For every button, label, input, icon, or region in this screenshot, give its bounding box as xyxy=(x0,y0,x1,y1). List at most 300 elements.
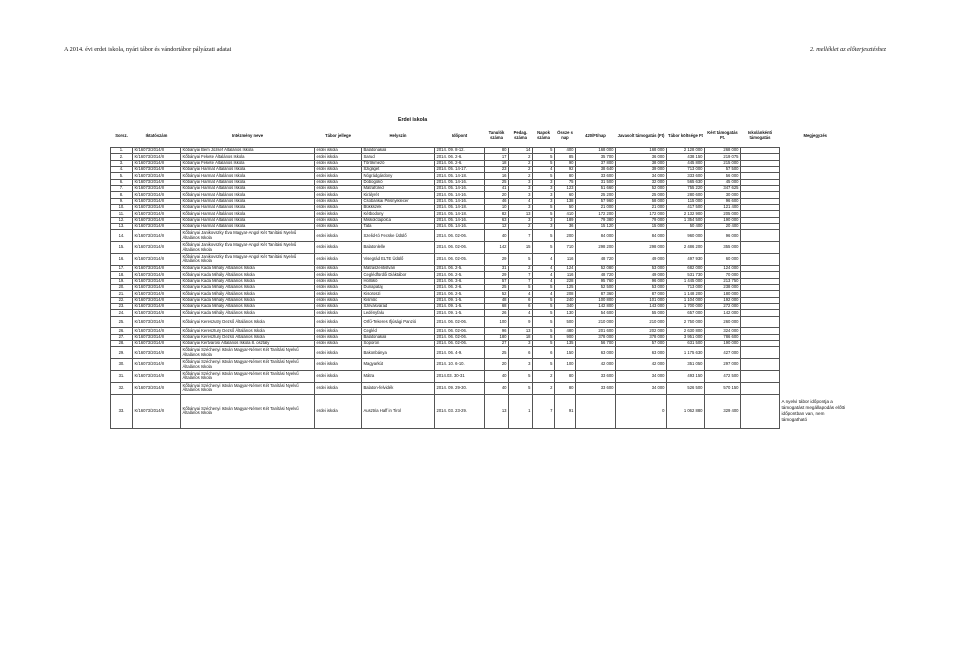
cell-intezmeny: Kőbányai Harmat Általános Iskola xyxy=(181,186,315,192)
cell-helyszin: Mátra xyxy=(362,371,435,383)
cell-ossze: 116 xyxy=(555,272,576,278)
cell-kert: 142 000 xyxy=(705,310,741,316)
cell-napok: 7 xyxy=(533,394,555,428)
col-napi: 420/Ft/nap xyxy=(585,132,606,138)
cell-javasolt: 298 000 xyxy=(616,242,667,254)
cell-iktato: K/16073/2014/II xyxy=(133,167,181,173)
cell-helyszin: Szigliget xyxy=(362,167,435,173)
cell-koltseg: 2 132 900 xyxy=(667,211,705,217)
cell-sorsz: 10. xyxy=(111,205,133,211)
cell-iktato: K/16073/2014/II xyxy=(133,394,181,428)
cell-intezmeny: Kőbányai Kada Mihály Általános Iskola xyxy=(181,272,315,278)
cell-iskolankenti xyxy=(741,316,780,328)
cell-helyszin: Cegléd xyxy=(362,328,435,334)
cell-tabor-jellege: erdei iskola xyxy=(315,173,362,179)
cell-napok: 3 xyxy=(533,217,555,223)
cell-sorsz: 31. xyxy=(111,371,133,383)
col-tanulok: Tanulók száma xyxy=(488,130,505,140)
cell-helyszin: Mátrafüred xyxy=(362,186,435,192)
cell-helyszin: Törökmező xyxy=(362,160,435,166)
cell-napok: 3 xyxy=(533,224,555,230)
cell-idopont: 2014. 06. 02-06. xyxy=(435,341,485,347)
cell-megjegyzes xyxy=(780,347,852,359)
cell-kert: 192 000 xyxy=(705,297,741,303)
cell-intezmeny: Kőbányai Kada Mihály Általános Iskola xyxy=(181,284,315,290)
cell-intezmeny: Kőbányai Kereszutry Dezső Általános Iskola xyxy=(181,316,315,328)
cell-napi: 95 760 xyxy=(576,278,616,284)
cell-kert: 124 000 xyxy=(705,265,741,271)
cell-sorsz: 22. xyxy=(111,297,133,303)
cell-helyszin: Visegrád ELTE Üdülő xyxy=(362,254,435,266)
cell-kert: 427 000 xyxy=(705,347,741,359)
cell-iktato: K/16073/2014/II xyxy=(133,211,181,217)
cell-kert: 297 000 xyxy=(705,359,741,371)
cell-helyszin: Balaton-felvidék xyxy=(362,382,435,394)
cell-napok: 5 xyxy=(533,173,555,179)
cell-iktato: K/16073/2014/II xyxy=(133,154,181,160)
cell-napi: 48 720 xyxy=(576,272,616,278)
cell-javasolt: 101 000 xyxy=(616,297,667,303)
cell-idopont: 2014. 09. 1-5. xyxy=(435,297,485,303)
cell-idopont: 2014. 06. 02-06. xyxy=(435,230,485,242)
cell-iktato: K/16073/2014/II xyxy=(133,359,181,371)
cell-ossze: 900 xyxy=(555,334,576,340)
cell-iktato: K/16073/2014/II xyxy=(133,328,181,334)
cell-tabor-jellege: erdei iskola xyxy=(315,148,362,154)
cell-tanulok: 40 xyxy=(485,371,509,383)
col-megjegyzes: Megjegyzés xyxy=(803,132,827,138)
cell-idopont: 2014. 05. 14-17. xyxy=(435,167,485,173)
page-header-right: 2. melléklet az előterjesztéshez xyxy=(810,46,886,53)
cell-ossze: 240 xyxy=(555,297,576,303)
cell-napi: 48 720 xyxy=(576,254,616,266)
cell-pedag: 7 xyxy=(509,278,533,284)
col-idopont: Időpont xyxy=(451,132,468,138)
cell-sorsz: 11. xyxy=(111,211,133,217)
cell-napok: 5 xyxy=(533,148,555,154)
cell-tanulok: 26 xyxy=(485,310,509,316)
cell-tanulok: 142 xyxy=(485,242,509,254)
cell-idopont: 2014. 06. 2-6. xyxy=(435,284,485,290)
cell-tabor-jellege: erdei iskola xyxy=(315,167,362,173)
cell-iktato: K/16073/2014/II xyxy=(133,224,181,230)
cell-sorsz: 24. xyxy=(111,310,133,316)
cell-idopont: 2014. 09. 1-5. xyxy=(435,310,485,316)
cell-pedag: 1 xyxy=(509,394,533,428)
cell-helyszin: Balatonakali xyxy=(362,334,435,340)
cell-javasolt: 96 000 xyxy=(616,278,667,284)
cell-helyszin: Kétbodony xyxy=(362,211,435,217)
cell-koltseg: 657 000 xyxy=(667,310,705,316)
cell-iktato: K/16073/2014/II xyxy=(133,230,181,242)
cell-tanulok: 29 xyxy=(485,254,509,266)
cell-iktato: K/16073/2014/II xyxy=(133,303,181,309)
cell-kert: 180 000 xyxy=(705,291,741,297)
cell-napok: 5 xyxy=(533,242,555,254)
cell-javasolt: 49 000 xyxy=(616,272,667,278)
cell-koltseg: 713 000 xyxy=(667,284,705,290)
cell-iktato: K/16073/2014/II xyxy=(133,265,181,271)
cell-ossze: 75 xyxy=(555,179,576,185)
table-body xyxy=(111,148,852,429)
cell-helyszin: Kisoroszi xyxy=(362,291,435,297)
cell-javasolt: 55 000 xyxy=(616,310,667,316)
cell-tabor-jellege: erdei iskola xyxy=(315,297,362,303)
cell-kert: 272 000 xyxy=(705,303,741,309)
cell-ossze: 228 xyxy=(555,278,576,284)
cell-javasolt: 53 000 xyxy=(616,265,667,271)
cell-napok: 5 xyxy=(533,359,555,371)
cell-napi: 87 360 xyxy=(576,291,616,297)
cell-javasolt: 58 000 xyxy=(616,198,667,204)
cell-intezmeny: Kőbányai Kada Mihály Általános Iskola xyxy=(181,278,315,284)
cell-koltseg: 1 445 000 xyxy=(667,278,705,284)
cell-intezmeny: Kőbányai Széchenyi István Magyar-Német Két Tanítási Nyelvű Általános Iskola xyxy=(181,347,315,359)
cell-intezmeny: Kőbányai Kada Mihály Általános Iskola xyxy=(181,303,315,309)
cell-napi: 42 000 xyxy=(576,359,616,371)
cell-napok: 5 xyxy=(533,284,555,290)
cell-ossze: 189 xyxy=(555,217,576,223)
cell-helyszin: Ceglédfürdői Diáktábor xyxy=(362,272,435,278)
cell-idopont: 2014. 06. 2-5. xyxy=(435,291,485,297)
col-kert: Kért támogatás Ft. xyxy=(707,130,738,140)
cell-tanulok: 96 xyxy=(485,328,509,334)
cell-koltseg: 713 000 xyxy=(667,167,705,173)
cell-sorsz: 33. xyxy=(111,394,133,428)
cell-helyszin: Szilvásvárad xyxy=(362,303,435,309)
cell-helyszin: Hollókő xyxy=(362,278,435,284)
cell-idopont: 2014. 06. 4-9. xyxy=(435,347,485,359)
cell-napok: 5 xyxy=(533,205,555,211)
cell-megjegyzes xyxy=(780,254,852,266)
cell-tanulok: 68 xyxy=(485,303,509,309)
cell-idopont: 2014. 05. 14-16. xyxy=(435,224,485,230)
cell-idopont: 2014. 06. 02-06. xyxy=(435,316,485,328)
cell-koltseg: 333 600 xyxy=(667,173,705,179)
cell-ossze: 80 xyxy=(555,371,576,383)
cell-idopont: 2014. 06. 2-5. xyxy=(435,272,485,278)
cell-ossze: 123 xyxy=(555,186,576,192)
cell-tanulok: 40 xyxy=(485,382,509,394)
cell-koltseg: 493 150 xyxy=(667,371,705,383)
cell-intezmeny: Kőbányai Harmat Általános Iskola xyxy=(181,173,315,179)
cell-helyszin: Miskolctapolca xyxy=(362,217,435,223)
cell-idopont: 2014. 09. 1-5. xyxy=(435,303,485,309)
cell-pedag: 6 xyxy=(509,303,533,309)
cell-napi: 298 200 xyxy=(576,242,616,254)
cell-idopont: 2014. 05. 14-18. xyxy=(435,205,485,211)
cell-tanulok: 80 xyxy=(485,148,509,154)
cell-tanulok: 20 xyxy=(485,192,509,198)
cell-koltseg: 682 000 xyxy=(667,265,705,271)
cell-tanulok: 40 xyxy=(485,230,509,242)
cell-napi: 201 600 xyxy=(576,328,616,334)
cell-tabor-jellege: erdei iskola xyxy=(315,303,362,309)
cell-tabor-jellege: erdei iskola xyxy=(315,211,362,217)
cell-napok: 2 xyxy=(533,382,555,394)
cell-idopont: 2014. 06. 3-6. xyxy=(435,278,485,284)
cell-helyszin: Mátraszentistván xyxy=(362,265,435,271)
cell-intezmeny: Kőbányai Fekete Általános Iskola xyxy=(181,160,315,166)
cell-helyszin: Balatonlelle xyxy=(362,242,435,254)
cell-intezmeny: Kőbányai Harmat Általános Iskola xyxy=(181,192,315,198)
cell-napok: 5 xyxy=(533,303,555,309)
cell-javasolt: 34 000 xyxy=(616,371,667,383)
cell-helyszin: Soporon xyxy=(362,341,435,347)
cell-pedag: 9 xyxy=(509,316,533,328)
cell-intezmeny: Kőbányai Kada Mihály Általános Iskola xyxy=(181,297,315,303)
cell-tanulok: 16 xyxy=(485,173,509,179)
cell-napok: 6 xyxy=(533,347,555,359)
cell-pedag: 3 xyxy=(509,186,533,192)
cell-koltseg: 1 104 000 xyxy=(667,297,705,303)
cell-iktato: K/16073/2014/II xyxy=(133,217,181,223)
cell-iktato: K/16073/2014/II xyxy=(133,186,181,192)
cell-tabor-jellege: erdei iskola xyxy=(315,186,362,192)
cell-napok: 5 xyxy=(533,211,555,217)
cell-sorsz: 3. xyxy=(111,160,133,166)
cell-iktato: K/16073/2014/II xyxy=(133,160,181,166)
cell-helyszin: Bükkszék xyxy=(362,205,435,211)
cell-ossze: 200 xyxy=(555,230,576,242)
cell-koltseg: 417 500 xyxy=(667,205,705,211)
cell-iktato: K/16073/2014/II xyxy=(133,254,181,266)
cell-koltseg: 115 000 xyxy=(667,198,705,204)
cell-ossze: 138 xyxy=(555,198,576,204)
cell-javasolt: 21 000 xyxy=(616,205,667,211)
cell-napi: 84 000 xyxy=(576,230,616,242)
cell-tabor-jellege: erdei iskola xyxy=(315,217,362,223)
cell-pedag: 3 xyxy=(509,205,533,211)
cell-ossze: 340 xyxy=(555,303,576,309)
cell-idopont: 2014. 09. 8-12. xyxy=(435,148,485,154)
cell-pedag: 6 xyxy=(509,297,533,303)
cell-koltseg: 280 600 xyxy=(667,192,705,198)
cell-pedag: 5 xyxy=(509,382,533,394)
cell-intezmeny: Kőbányai Kertvárosi Általános Iskola 8. osztály xyxy=(181,341,315,347)
table-row xyxy=(111,316,852,328)
cell-iktato: K/16073/2014/II xyxy=(133,316,181,328)
cell-pedag: 3 xyxy=(509,359,533,371)
cell-tabor-jellege: erdei iskola xyxy=(315,382,362,394)
cell-iskolankenti xyxy=(741,347,780,359)
cell-napi: 31 500 xyxy=(576,179,616,185)
cell-ossze: 150 xyxy=(555,347,576,359)
cell-tanulok: 57 xyxy=(485,278,509,284)
cell-sorsz: 20. xyxy=(111,284,133,290)
cell-koltseg: 438 150 xyxy=(667,154,705,160)
cell-pedag: 3 xyxy=(509,341,533,347)
cell-javasolt: 15 000 xyxy=(616,224,667,230)
cell-megjegyzes xyxy=(780,242,852,254)
cell-koltseg: 526 500 xyxy=(667,382,705,394)
cell-sorsz: 21. xyxy=(111,291,133,297)
cell-helyszin: Nógrádgárdony xyxy=(362,173,435,179)
cell-iktato: K/16073/2014/II xyxy=(133,272,181,278)
cell-intezmeny: Kőbányai Harmat Általános Iskola xyxy=(181,198,315,204)
cell-napok: 5 xyxy=(533,328,555,334)
cell-helyszin: Kismőc xyxy=(362,297,435,303)
cell-napok: 3 xyxy=(533,198,555,204)
cell-intezmeny: Kőbányai Harmat Általános Iskola xyxy=(181,224,315,230)
cell-javasolt: 42 000 xyxy=(616,359,667,371)
cell-helyszin: Orfű-Tekeres Ifjúsági Panzió xyxy=(362,316,435,328)
cell-intezmeny: Kőbányai Bem József Általános Iskola xyxy=(181,148,315,154)
cell-sorsz: 8. xyxy=(111,192,133,198)
cell-ossze: 92 xyxy=(555,167,576,173)
cell-tanulok: 18 xyxy=(485,160,509,166)
cell-javasolt: 168 000 xyxy=(616,148,667,154)
cell-iktato: K/16073/2014/II xyxy=(133,205,181,211)
cell-tabor-jellege: erdei iskola xyxy=(315,328,362,334)
cell-sorsz: 32. xyxy=(111,382,133,394)
cell-tanulok: 23 xyxy=(485,167,509,173)
cell-koltseg: 497 930 xyxy=(667,254,705,266)
cell-napi xyxy=(576,394,616,428)
cell-napi: 142 800 xyxy=(576,303,616,309)
cell-napi: 378 000 xyxy=(576,334,616,340)
cell-iktato: K/16073/2014/II xyxy=(133,148,181,154)
cell-javasolt: 38 000 xyxy=(616,160,667,166)
cell-idopont: 2014. 06. 02-06. xyxy=(435,328,485,334)
cell-tabor-jellege: erdei iskola xyxy=(315,198,362,204)
cell-napi: 52 080 xyxy=(576,265,616,271)
cell-iskolankenti xyxy=(741,230,780,242)
cell-tanulok: 48 xyxy=(485,297,509,303)
cell-kert: 268 000 xyxy=(705,148,741,154)
cell-kert: 260 000 xyxy=(705,316,741,328)
cell-iktato: K/16073/2014/II xyxy=(133,371,181,383)
cell-sorsz: 1. xyxy=(111,148,133,154)
cell-tabor-jellege: erdei iskola xyxy=(315,284,362,290)
cell-koltseg: 960 000 xyxy=(667,230,705,242)
cell-kert: 96 000 xyxy=(705,230,741,242)
cell-ossze: 500 xyxy=(555,316,576,328)
cell-napok: 5 xyxy=(533,230,555,242)
cell-sorsz: 23. xyxy=(111,303,133,309)
cell-koltseg: 1 175 630 xyxy=(667,347,705,359)
cell-pedag: 4 xyxy=(509,291,533,297)
cell-javasolt: 32 000 xyxy=(616,179,667,185)
table-row xyxy=(111,254,852,266)
cell-sorsz: 15. xyxy=(111,242,133,254)
cell-megjegyzes xyxy=(780,316,852,328)
cell-tanulok: 31 xyxy=(485,265,509,271)
table-row xyxy=(111,230,852,242)
cell-intezmeny: Kőbányai Keresztury Dezső Általános Iskola xyxy=(181,328,315,334)
cell-sorsz: 30. xyxy=(111,359,133,371)
cell-iktato: K/16073/2014/II xyxy=(133,173,181,179)
cell-napok: 5 xyxy=(533,334,555,340)
cell-kert: 190 000 xyxy=(705,341,741,347)
cell-pedag: 2 xyxy=(509,265,533,271)
cell-intezmeny: Kőbányai Széchenyi István Magyar-Német Két Tanítási Nyelvű Általános Iskola xyxy=(181,394,315,428)
cell-javasolt: 63 000 xyxy=(616,347,667,359)
cell-intezmeny: Kőbányai Fekete Általános Iskola xyxy=(181,154,315,160)
cell-sorsz: 28. xyxy=(111,341,133,347)
cell-javasolt: 210 000 xyxy=(616,316,667,328)
cell-tabor-jellege: erdei iskola xyxy=(315,359,362,371)
cell-napok: 5 xyxy=(533,154,555,160)
cell-idopont: 2014. 05. 14-16. xyxy=(435,186,485,192)
cell-tabor-jellege: erdei iskola xyxy=(315,224,362,230)
col-sorsz: Sorsz. xyxy=(115,132,128,138)
cell-ossze: 125 xyxy=(555,284,576,290)
table-row xyxy=(111,359,852,371)
cell-tabor-jellege: erdei iskola xyxy=(315,254,362,266)
cell-koltseg: 50 400 xyxy=(667,224,705,230)
cell-sorsz: 16. xyxy=(111,254,133,266)
cell-iktato: K/16073/2014/II xyxy=(133,310,181,316)
cell-sorsz: 27. xyxy=(111,334,133,340)
cell-pedag: 5 xyxy=(509,284,533,290)
cell-tabor-jellege: erdei iskola xyxy=(315,265,362,271)
page-header-left: A 2014. évi erdei iskola, nyári tábor és vándortábor pályázati adatai xyxy=(64,46,232,53)
cell-intezmeny: Kőbányai Kada Mihály Általános Iskola xyxy=(181,291,315,297)
cell-javasolt: 25 000 xyxy=(616,192,667,198)
cell-sorsz: 25. xyxy=(111,316,133,328)
cell-iktato: K/16073/2014/II xyxy=(133,192,181,198)
cell-megjegyzes xyxy=(780,371,852,383)
cell-iktato: K/16073/2014/II xyxy=(133,179,181,185)
cell-javasolt: 34 000 xyxy=(616,382,667,394)
cell-napi: 210 000 xyxy=(576,316,616,328)
cell-ossze: 116 xyxy=(555,254,576,266)
cell-napi: 33 600 xyxy=(576,371,616,383)
cell-napi: 52 500 xyxy=(576,284,616,290)
cell-idopont: 2014. 10. 6-10. xyxy=(435,359,485,371)
cell-kert: 20 400 xyxy=(705,224,741,230)
cell-kert: 329 400 xyxy=(705,394,741,428)
cell-pedag: 14 xyxy=(509,148,533,154)
grant-table xyxy=(110,125,852,429)
cell-helyszin: Magyarkút xyxy=(362,359,435,371)
cell-tabor-jellege: erdei iskola xyxy=(315,160,362,166)
cell-intezmeny: Kőbányai Harmat Általános Iskola xyxy=(181,205,315,211)
table-row xyxy=(111,347,852,359)
cell-tanulok: 41 xyxy=(485,186,509,192)
cell-tabor-jellege: erdei iskola xyxy=(315,179,362,185)
cell-tanulok: 12 xyxy=(485,224,509,230)
cell-koltseg: 2 486 200 xyxy=(667,242,705,254)
cell-napi: 33 600 xyxy=(576,173,616,179)
cell-tabor-jellege: erdei iskola xyxy=(315,341,362,347)
cell-sorsz: 4. xyxy=(111,167,133,173)
cell-sorsz: 26. xyxy=(111,328,133,334)
cell-idopont: 2014. 06. 02-06. xyxy=(435,242,485,254)
cell-koltseg: 1 700 000 xyxy=(667,303,705,309)
cell-pedag: 18 xyxy=(509,334,533,340)
cell-koltseg: 351 050 xyxy=(667,359,705,371)
cell-ossze: 90 xyxy=(555,160,576,166)
cell-kert: 56 000 xyxy=(705,173,741,179)
cell-pedag: 2 xyxy=(509,154,533,160)
cell-megjegyzes: A nyelvi tábor időpontja a támogatást megállapodás előtti időpontban van, nem támogatható xyxy=(781,399,846,423)
cell-idopont: 2014. 03. 23-29. xyxy=(435,394,485,428)
cell-pedag: 5 xyxy=(509,371,533,383)
cell-kert: 355 000 xyxy=(705,242,741,254)
cell-napok: 3 xyxy=(533,179,555,185)
cell-intezmeny: Kőbányai Kada Mihály Általános Iskola xyxy=(181,310,315,316)
cell-sorsz: 12. xyxy=(111,217,133,223)
cell-ossze: 91 xyxy=(555,394,576,428)
cell-napi: 21 000 xyxy=(576,205,616,211)
cell-napi: 100 800 xyxy=(576,297,616,303)
cell-javasolt: 84 000 xyxy=(616,230,667,242)
col-napok: Napok száma xyxy=(537,130,550,140)
cell-javasolt: 49 000 xyxy=(616,254,667,266)
col-ossze: Össze s nap xyxy=(557,130,573,140)
